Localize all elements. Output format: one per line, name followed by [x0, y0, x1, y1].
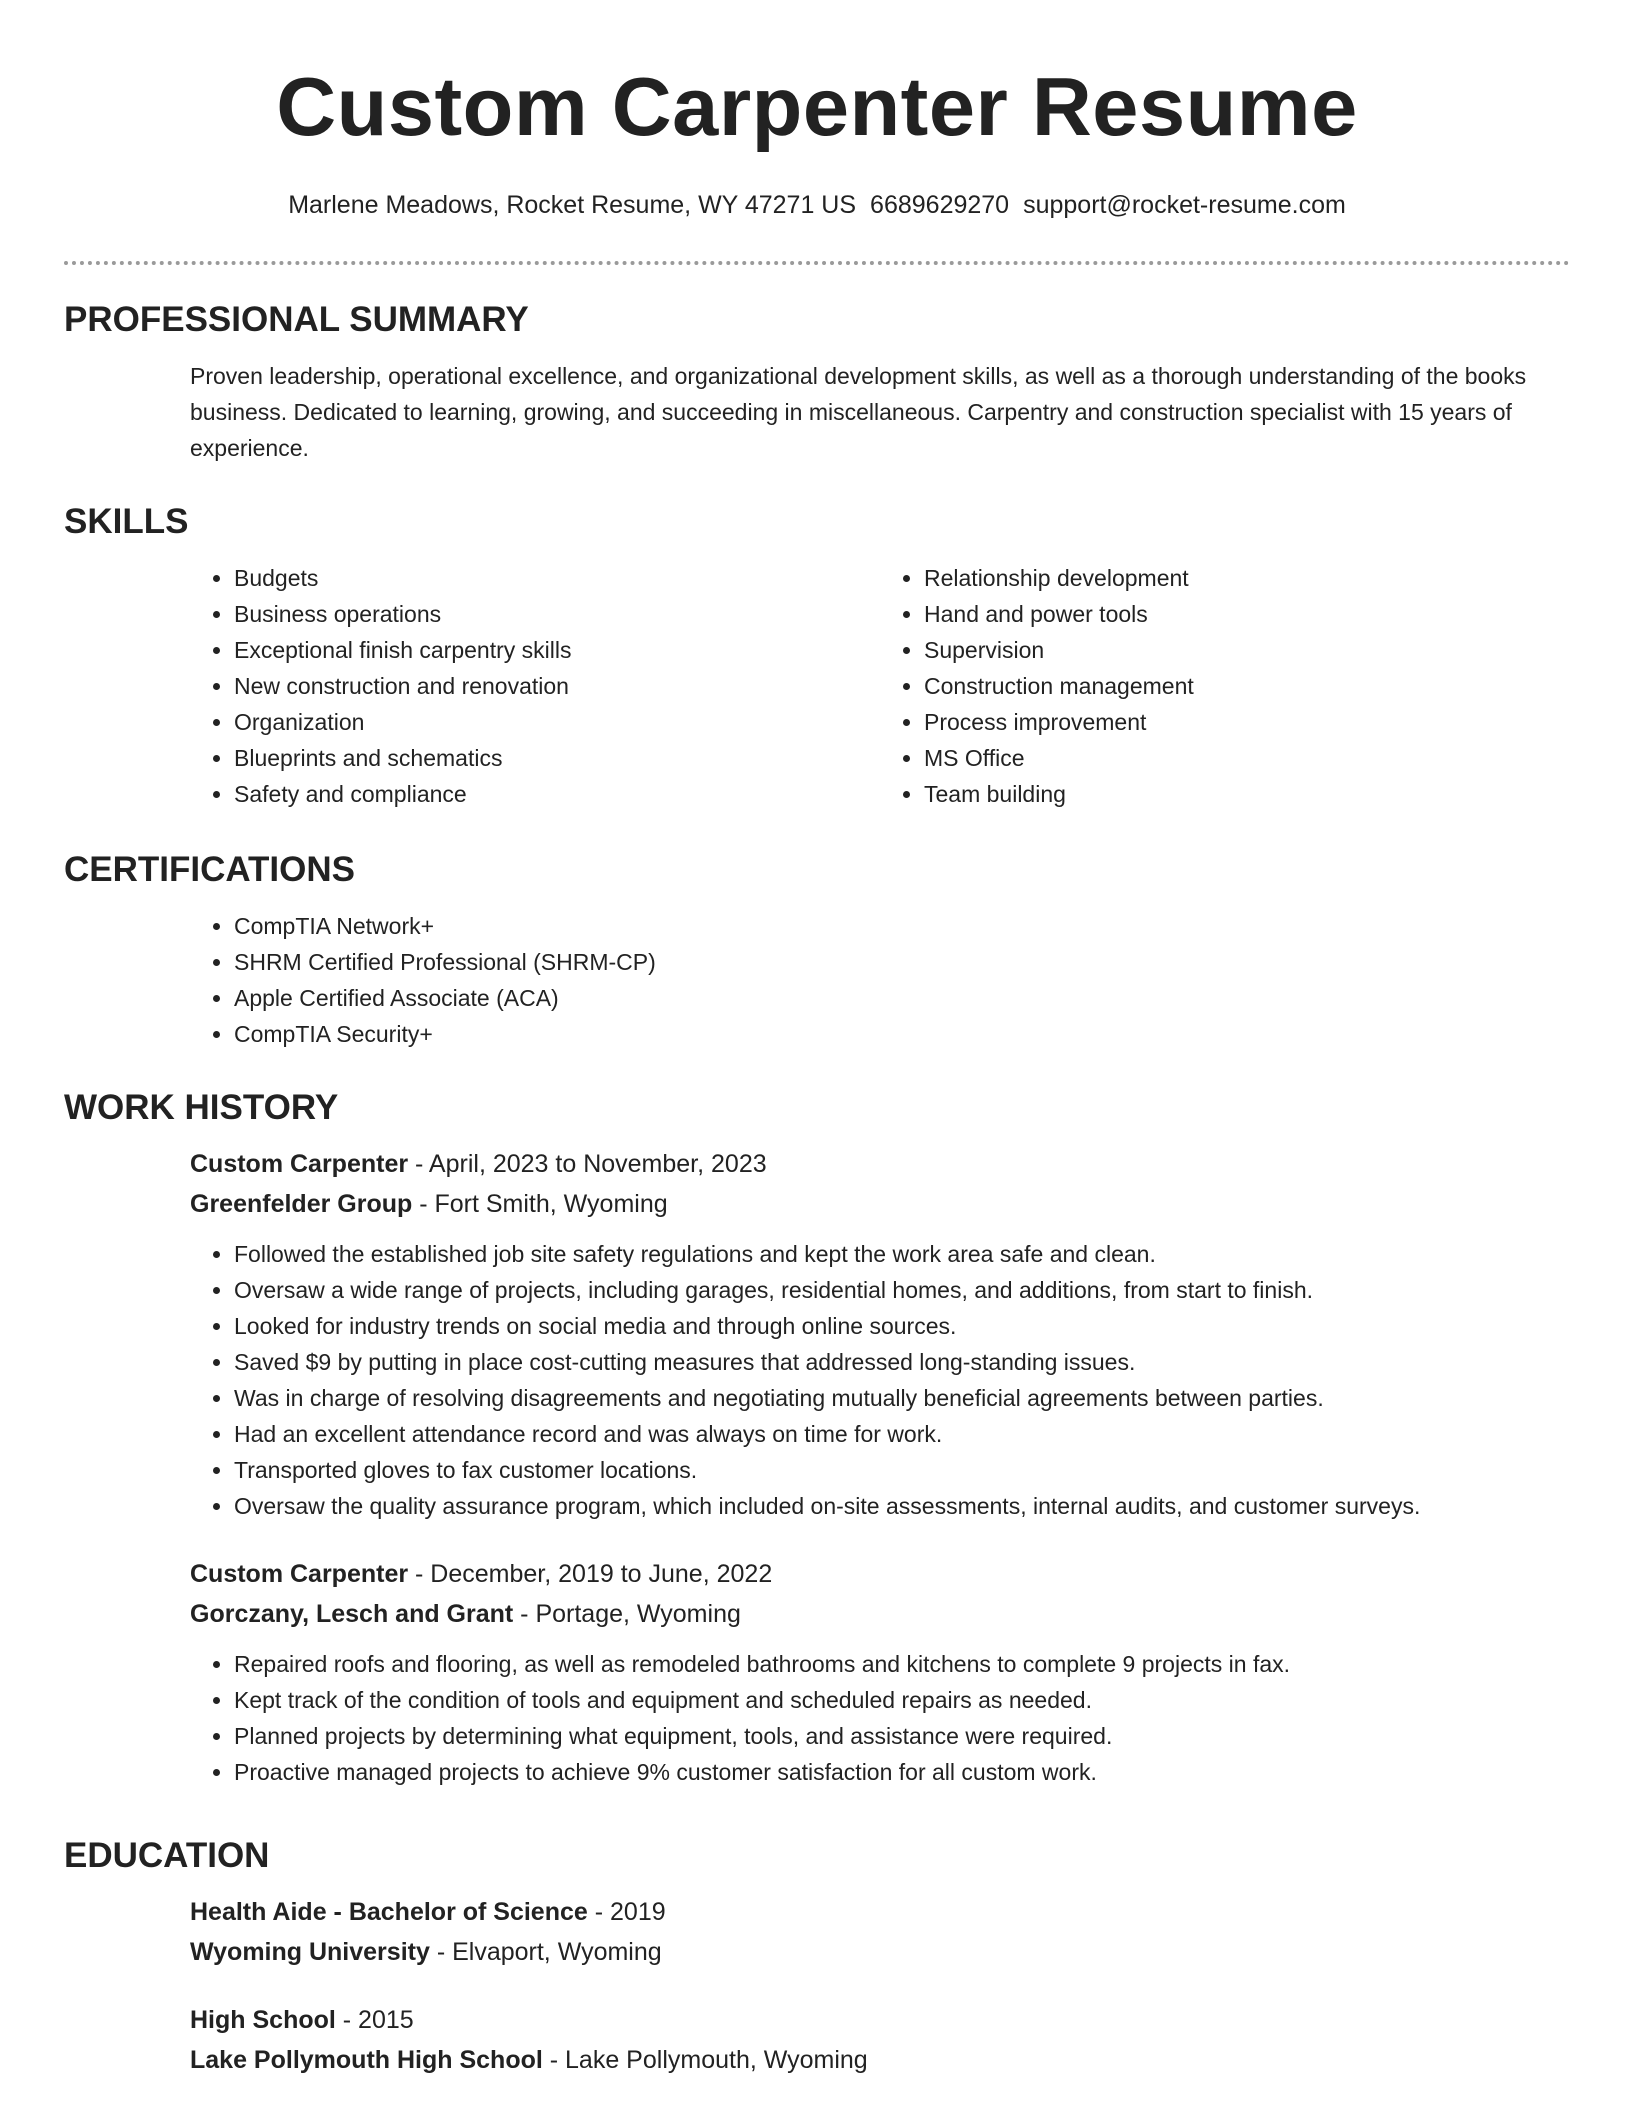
contact-address: Marlene Meadows, Rocket Resume, WY 47271 US — [288, 191, 857, 219]
list-item: • Kept track of the condition of tools and equipment and scheduled repairs as needed. — [234, 1682, 1570, 1718]
certifications-list — [190, 908, 1570, 1052]
skills-columns — [190, 560, 1570, 812]
list-item: • Oversaw the quality assurance program, which included on-site assessments, internal audits, and customer surveys. — [234, 1488, 1570, 1524]
list-item: • Repaired roofs and flooring, as well as remodeled bathrooms and kitchens to complete 9 projects in fax. — [234, 1646, 1570, 1682]
contact-email: support@rocket-resume.com — [1023, 191, 1346, 219]
certifications-body — [190, 908, 1570, 1052]
list-item: • MS Office — [924, 740, 1570, 776]
list-item: • CompTIA Network+ — [234, 908, 1570, 944]
contact-phone: 6689629270 — [870, 191, 1010, 219]
education-school: Wyoming University — [190, 1938, 430, 1966]
certifications-heading: CERTIFICATIONS — [64, 850, 356, 889]
job-company: Gorczany, Lesch and Grant — [190, 1600, 514, 1628]
list-item: • Team building — [924, 776, 1570, 812]
work-section — [64, 1086, 1570, 1790]
work-heading: WORK HISTORY — [64, 1088, 339, 1127]
skills-heading: SKILLS — [64, 502, 189, 541]
job-title: Custom Carpenter — [190, 1560, 409, 1588]
resume-title: Custom Carpenter Resume — [276, 60, 1358, 153]
header-divider — [64, 261, 1570, 265]
education-entry — [190, 2000, 1570, 2080]
list-item: • Relationship development — [924, 560, 1570, 596]
job-location: - Fort Smith, Wyoming — [412, 1190, 668, 1218]
certifications-section — [64, 848, 1570, 1052]
summary-body — [190, 358, 1570, 466]
job-title-line — [190, 1144, 1570, 1184]
list-item: • Oversaw a wide range of projects, including garages, residential homes, and additions, from start to finish. — [234, 1272, 1570, 1308]
list-item: • Exceptional finish carpentry skills — [234, 632, 880, 668]
education-location: - Lake Pollymouth, Wyoming — [542, 2046, 868, 2074]
list-item: • Followed the established job site safety regulations and kept the work area safe and clean. — [234, 1236, 1570, 1272]
job-bullets — [190, 1646, 1570, 1790]
list-item: • Budgets — [234, 560, 880, 596]
list-item: • Saved $9 by putting in place cost-cutting measures that addressed long-standing issues. — [234, 1344, 1570, 1380]
job-title: Custom Carpenter — [190, 1150, 409, 1178]
education-heading: EDUCATION — [64, 1836, 270, 1875]
education-degree-line — [190, 1892, 1570, 1932]
list-item: • Planned projects by determining what equipment, tools, and assistance were required. — [234, 1718, 1570, 1754]
education-degree-line — [190, 2000, 1570, 2040]
education-section — [64, 1834, 1570, 2080]
skills-list-left — [190, 560, 880, 812]
education-year: - 2015 — [335, 2006, 414, 2034]
job-title-line — [190, 1554, 1570, 1594]
list-item: • New construction and renovation — [234, 668, 880, 704]
list-item: • Hand and power tools — [924, 596, 1570, 632]
job-company: Greenfelder Group — [190, 1190, 413, 1218]
list-item: • CompTIA Security+ — [234, 1016, 1570, 1052]
job-entry — [190, 1144, 1570, 1524]
education-school-line — [190, 1932, 1570, 1972]
list-item: • Safety and compliance — [234, 776, 880, 812]
list-item: • Apple Certified Associate (ACA) — [234, 980, 1570, 1016]
education-degree: Health Aide - Bachelor of Science — [190, 1898, 588, 1926]
list-item: • SHRM Certified Professional (SHRM-CP) — [234, 944, 1570, 980]
job-dates: - April, 2023 to November, 2023 — [408, 1150, 767, 1178]
skills-section — [64, 500, 1570, 812]
job-bullets — [190, 1236, 1570, 1524]
summary-heading: PROFESSIONAL SUMMARY — [64, 300, 529, 339]
list-item: • Transported gloves to fax customer locations. — [234, 1452, 1570, 1488]
job-company-line — [190, 1594, 1570, 1634]
list-item: • Organization — [234, 704, 880, 740]
skills-list-right — [880, 560, 1570, 812]
list-item: • Business operations — [234, 596, 880, 632]
list-item: • Was in charge of resolving disagreements and negotiating mutually beneficial agreements between parties. — [234, 1380, 1570, 1416]
contact-line — [64, 189, 1570, 221]
list-item: • Proactive managed projects to achieve 9% customer satisfaction for all custom work. — [234, 1754, 1570, 1790]
job-location: - Portage, Wyoming — [513, 1600, 741, 1628]
education-school-line — [190, 2040, 1570, 2080]
list-item: • Looked for industry trends on social media and through online sources. — [234, 1308, 1570, 1344]
education-year: - 2019 — [587, 1898, 666, 1926]
job-company-line — [190, 1184, 1570, 1224]
education-entry — [190, 1892, 1570, 1972]
education-school: Lake Pollymouth High School — [190, 2046, 543, 2074]
education-location: - Elvaport, Wyoming — [429, 1938, 662, 1966]
job-entry — [190, 1554, 1570, 1790]
summary-text: Proven leadership, operational excellence, and organizational development skills, as well as a thorough understanding of the books business. Dedicated to learning, growing, and succeeding in miscellaneous. Carpentry and construction specialist with 15 years of experience. — [190, 363, 1527, 461]
list-item: • Supervision — [924, 632, 1570, 668]
list-item: • Had an excellent attendance record and was always on time for work. — [234, 1416, 1570, 1452]
summary-section — [64, 298, 1570, 466]
job-dates: - December, 2019 to June, 2022 — [408, 1560, 773, 1588]
list-item: • Construction management — [924, 668, 1570, 704]
list-item: • Process improvement — [924, 704, 1570, 740]
list-item: • Blueprints and schematics — [234, 740, 880, 776]
resume-page — [64, 0, 1570, 2074]
education-degree: High School — [190, 2006, 336, 2034]
